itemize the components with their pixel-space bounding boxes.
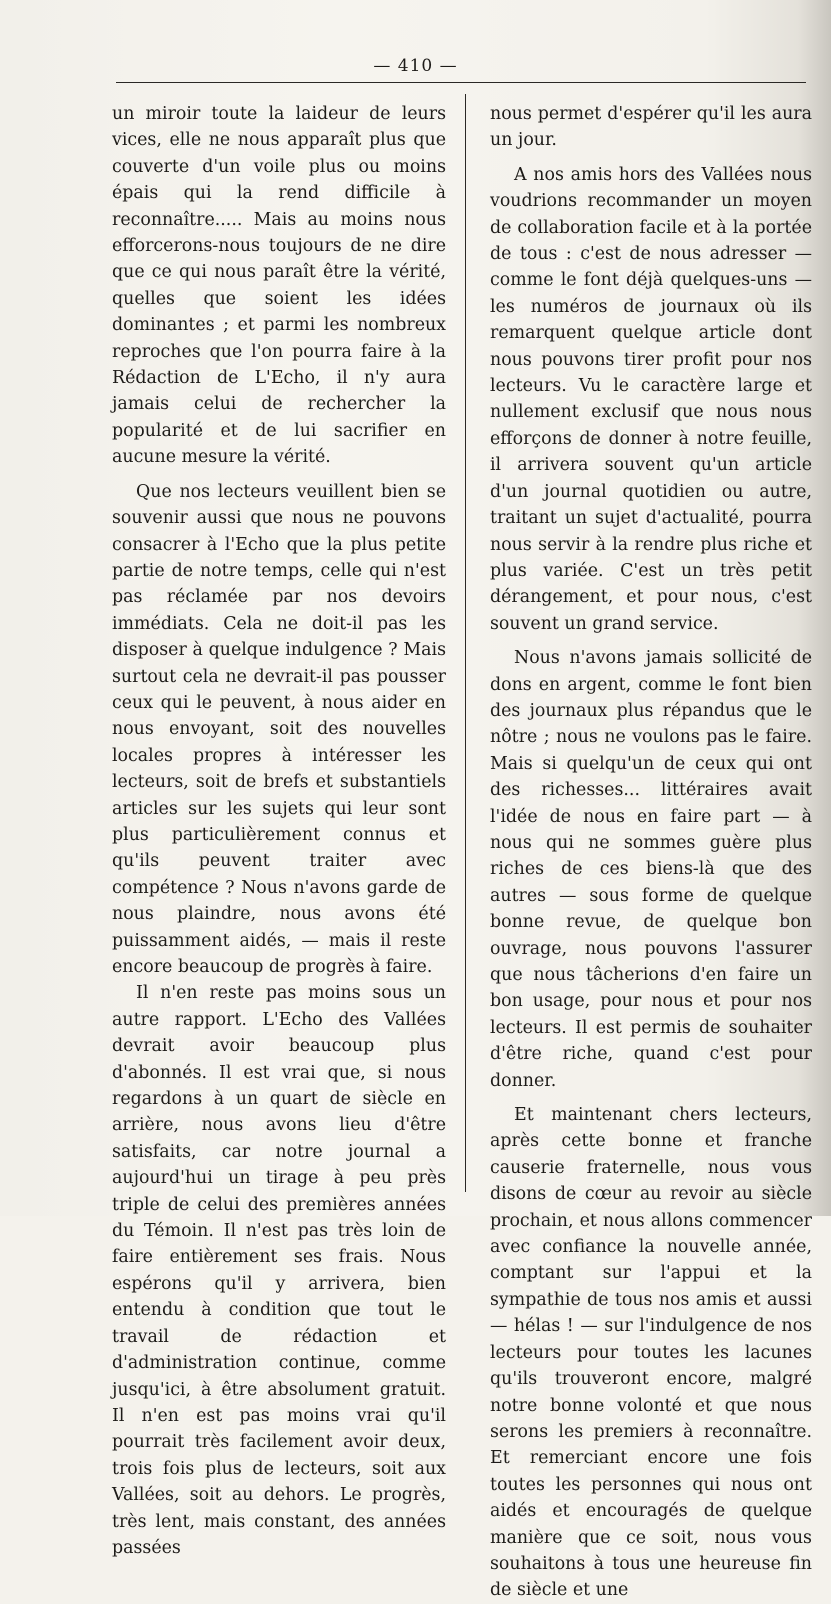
column-divider [465,94,466,1192]
right-paragraph-2: A nos amis hors des Vallées nous voudrions recommander un moyen de collaboration facile et à la portée de tous : c'est de nous adresser — comme le font déjà quelques-uns — les numéros de journaux où ils remarquent quelque article dont nous pouvons tirer profit pour nos lecteurs. Vu le caractère large et nullement exclusif que nous nous efforçons de donner à notre feuille, il arrivera souvent qu'un article d'un journal quotidien ou autre, traitant un sujet d'actualité, pourra nous servir à la rendre plus riche et plus variée. C'est un très petit dérangement, et pour nous, c'est souvent un grand service. [490,164,812,634]
left-paragraph-2: Que nos lecteurs veuillent bien se souvenir aussi que nous ne pouvons consacrer à l'Echo que la plus petite partie de notre temps, celle qui n'est pas réclamée par nos devoirs immédiats. Cela ne doit-il pas les disposer à quelque indulgence ? Mais surtout cela ne devrait-il pas pousser ceux qui le peuvent, à nous aider en nous envoyant, soit des nouvelles locales propres à intéresser les lecteurs, soit de brefs et substantiels articles sur les sujets qui leur sont plus particulièrement connus et qu'ils peuvent traiter avec compétence ? Nous n'avons garde de nous plaindre, nous avons été puissamment aidés, — mais il reste encore beaucoup de progrès à faire. [112,481,446,977]
right-column [490,101,812,1604]
right-paragraph-1: nous permet d'espérer qu'il les aura un jour. [490,104,812,151]
left-paragraph-1: un miroir toute la laideur de leurs vices, elle ne nous apparaît plus que couverte d'un voile plus ou moins épais qui la rend difficile à reconnaître..... Mais au moins nous efforcerons-nous toujours de ne dire que ce qui nous paraît être la vérité, quelles que soient les idées dominantes ; et parmi les nombreux reproches que l'on pourra faire à la Rédaction de L'Echo, il n'y aura jamais celui de rechercher la popularité et de lui sacrifier en aucune mesure la vérité. [112,104,446,468]
right-paragraph-4: Et maintenant chers lecteurs, après cette bonne et franche causerie fraternelle, nous vous disons de cœur au revoir au siècle prochain, et nous allons commencer avec confiance la nouvelle année, comptant sur l'appui et la sympathie de tous nos amis et aussi — hélas ! — sur l'indulgence de nos lecteurs pour toutes les lacunes qu'ils trouveront encore, malgré notre bonne volonté et que nous serons les premiers à reconnaître. Et remerciant encore une fois toutes les personnes qui nous ont aidés et encouragés de quelque manière que ce soit, nous vous souhaitons à tous une heureuse fin de siècle et une [490,1105,812,1601]
right-paragraph-3: Nous n'avons jamais sollicité de dons en argent, comme le font bien des journaux plus répandus que le nôtre ; nous ne voulons pas le faire. Mais si quelqu'un de ceux qui ont des richesses... littéraires avait l'idée de nous en faire part — à nous qui ne sommes guère plus riches de ces biens-là que des autres — sous forme de quelque bonne revue, de quelque bon ouvrage, nous pouvons l'assurer que nous tâcherions d'en faire un bon usage, pour nous et pour nos lecteurs. Il est permis de souhaiter d'être riche, quand c'est pour donner. [490,648,812,1091]
left-column [112,101,446,1561]
header-rule [116,82,806,83]
left-paragraph-3: Il n'en reste pas moins sous un autre rapport. L'Echo des Vallées devrait avoir beaucoup plus d'abonnés. Il est vrai que, si nous regardons à un quart de siècle en arrière, nous avons lieu d'être satisfaits, car notre journal a aujourd'hui un tirage à peu près triple de celui des premières années du Témoin. Il n'est pas très loin de faire entièrement ses frais. Nous espérons qu'il y arrivera, bien entendu à condition que tout le travail de rédaction et d'administration continue, comme jusqu'ici, à être absolument gratuit. Il n'en est pas moins vrai qu'il pourrait très facilement avoir deux, trois fois plus de lecteurs, soit aux Vallées, soit au dehors. Le progrès, très lent, mais constant, des années passées [112,983,446,1558]
page-number: — 410 — [373,56,458,76]
